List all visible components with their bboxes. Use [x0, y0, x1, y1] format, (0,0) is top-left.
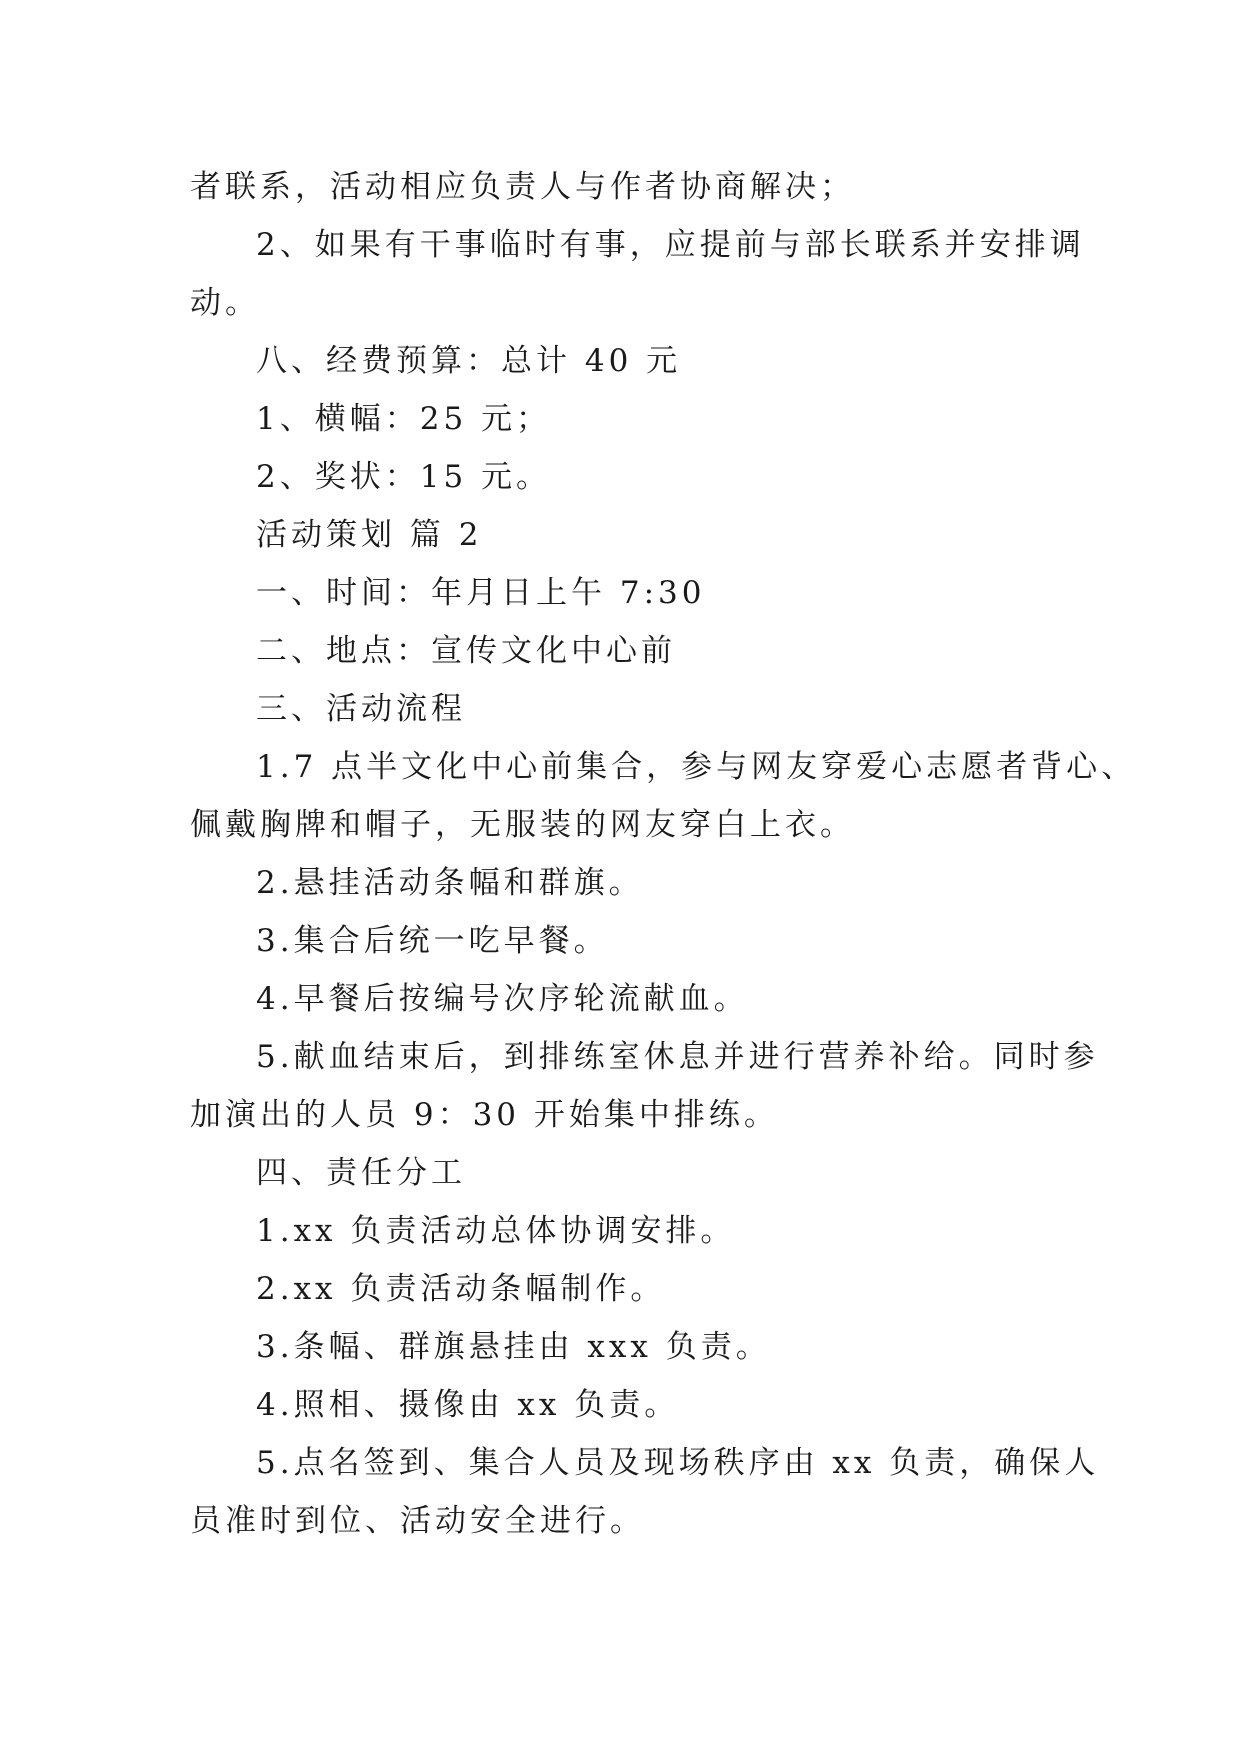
text-line: 3.集合后统一吃早餐。 — [256, 923, 609, 959]
text-line: 4.照相、摄像由 xx 负责。 — [256, 1387, 680, 1423]
text-line: 2、如果有干事临时有事，应提前与部长联系并安排调 — [256, 227, 1085, 263]
text-line: 动。 — [190, 285, 260, 321]
text-line: 5.点名签到、集合人员及现场秩序由 xx 负责，确保人 — [256, 1445, 1100, 1481]
text-line: 1.xx 负责活动总体协调安排。 — [256, 1213, 736, 1249]
text-line: 2、奖状：15 元。 — [256, 459, 552, 495]
text-line: 3.条幅、群旗悬挂由 xxx 负责。 — [256, 1329, 771, 1365]
text-line: 一、时间：年月日上午 7:30 — [256, 575, 706, 611]
text-line: 2.悬挂活动条幅和群旗。 — [256, 865, 644, 901]
text-line: 四、责任分工 — [256, 1155, 466, 1191]
text-line: 1、横幅：25 元； — [256, 401, 552, 437]
text-line: 2.xx 负责活动条幅制作。 — [256, 1271, 666, 1307]
text-line: 1.7 点半文化中心前集合，参与网友穿爱心志愿者背心、 — [256, 749, 1137, 785]
text-line: 5.献血结束后，到排练室休息并进行营养补给。同时参 — [256, 1039, 1099, 1075]
text-line: 二、地点：宣传文化中心前 — [256, 633, 676, 669]
text-line: 佩戴胸牌和帽子，无服装的网友穿白上衣。 — [190, 807, 855, 843]
text-line: 三、活动流程 — [256, 691, 466, 727]
document-body — [190, 158, 1137, 1550]
text-line: 加演出的人员 9：30 开始集中排练。 — [190, 1097, 779, 1133]
text-line: 八、经费预算：总计 40 元 — [256, 343, 682, 379]
text-line: 活动策划 篇 2 — [256, 517, 483, 553]
text-line: 者联系，活动相应负责人与作者协商解决； — [190, 169, 855, 205]
text-line: 4.早餐后按编号次序轮流献血。 — [256, 981, 749, 1017]
text-line: 员准时到位、活动安全进行。 — [190, 1503, 645, 1539]
